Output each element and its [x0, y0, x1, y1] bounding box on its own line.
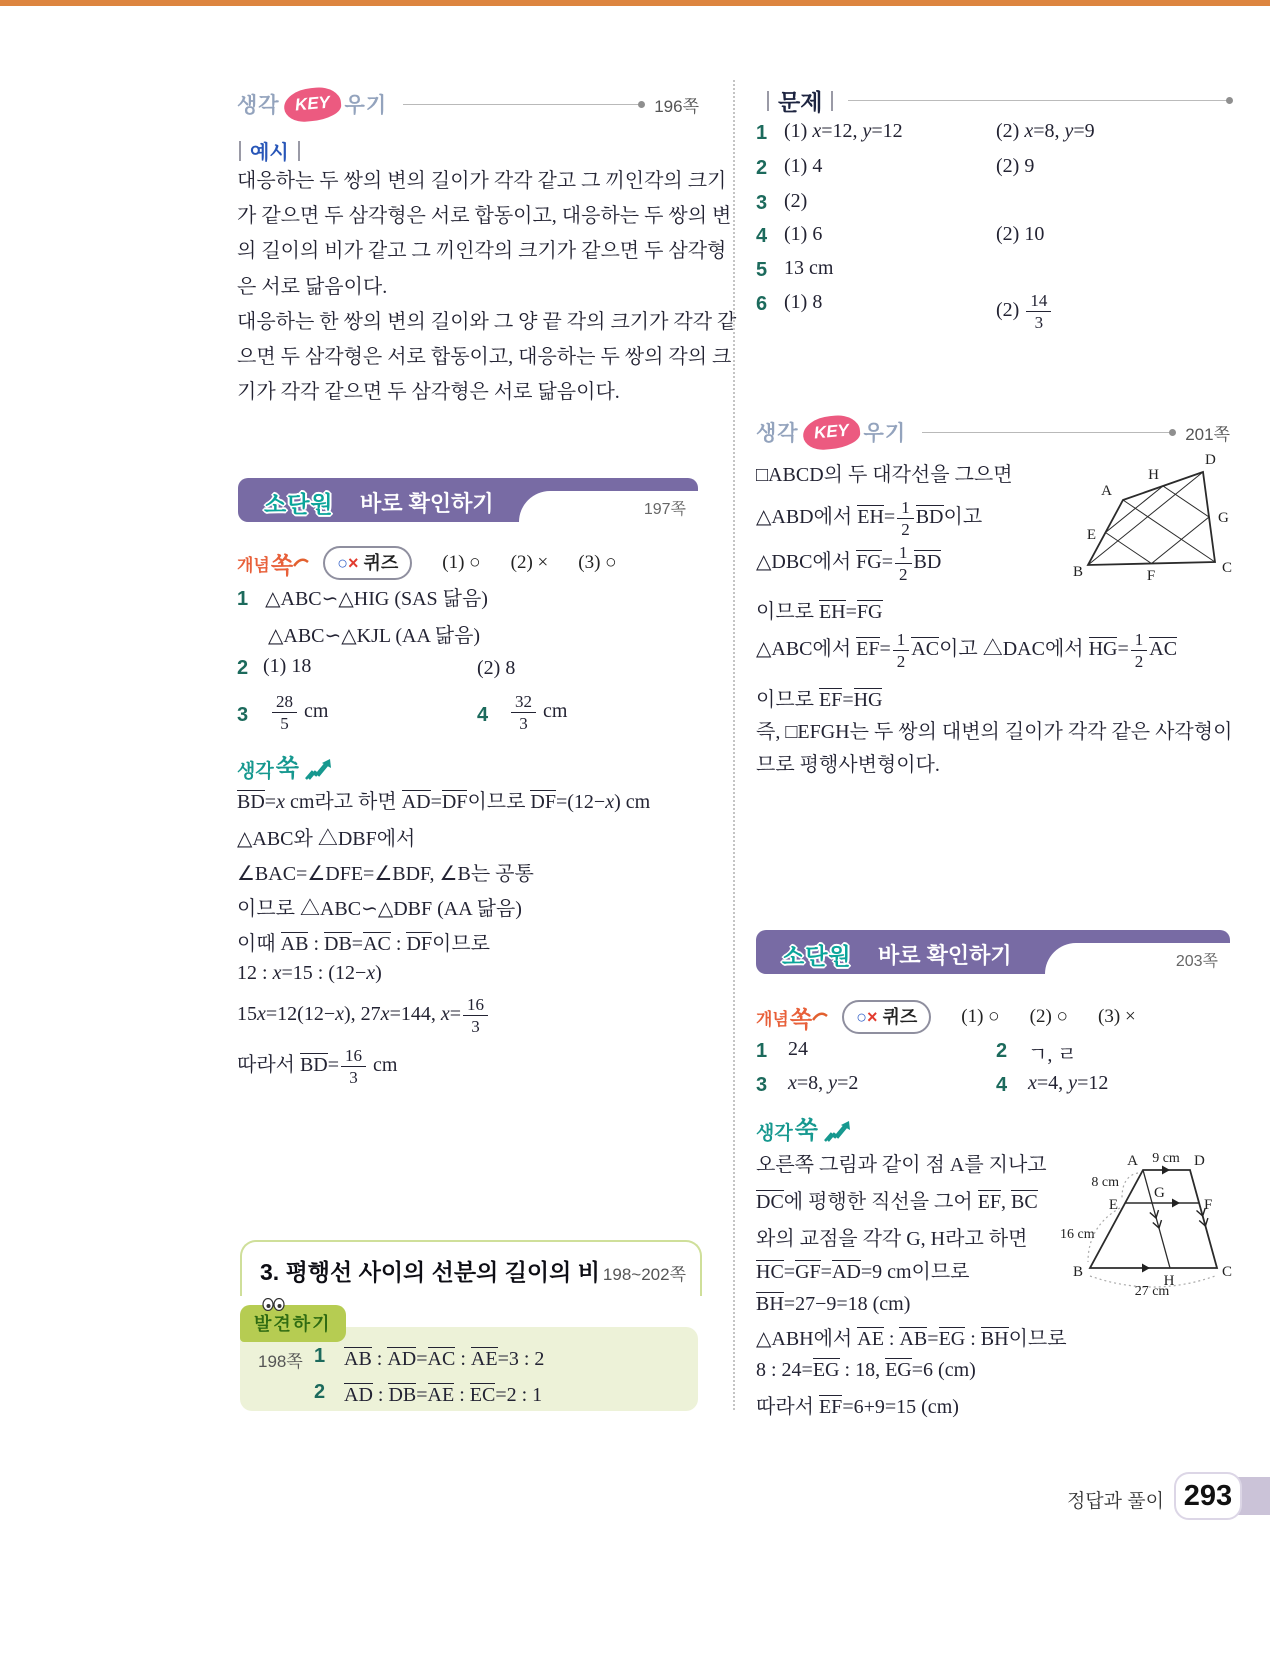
item-value: (1) 18 [263, 655, 312, 677]
trapezoid-diagram [1038, 1138, 1270, 1308]
midpoint-quad-efgh [1106, 486, 1210, 564]
eyes-icon [262, 1295, 286, 1316]
dimension-label: 16 cm [1060, 1227, 1095, 1242]
problem-answer-row [756, 291, 1232, 345]
think-key-post: 우기 [344, 94, 388, 117]
discover-label: 발견하기 [254, 1314, 332, 1334]
problems-label: 문제 [778, 89, 823, 115]
quiz-answer: (1) ○ [442, 552, 481, 573]
solution-line: 이므로 EF=HG [756, 689, 883, 711]
quiz-answer: (1) ○ [961, 1006, 1000, 1027]
solution-line: BH=27−9=18 (cm) [756, 1293, 911, 1315]
item-number: 6 [756, 293, 768, 315]
vertex-label: G [1218, 510, 1229, 526]
discover-badge [240, 1305, 346, 1342]
page-top-edge [0, 0, 1270, 6]
solution-line: 므로 평행사변형이다. [756, 754, 940, 776]
item-number: 1 [314, 1345, 326, 1367]
think-key-header-201 [756, 412, 1230, 452]
item-number: 2 [996, 1040, 1008, 1062]
header-rule [848, 100, 1232, 102]
example-paragraph [237, 164, 737, 410]
problems-header [758, 84, 1232, 117]
think-up-ssuk: 쑥 [275, 755, 299, 782]
item-number: 2 [314, 1381, 326, 1403]
item-value: AD : DB=AE : EC=2 : 1 [344, 1384, 543, 1406]
subunit-badge: 소단원 [782, 943, 852, 969]
solution-line: △DBC에서 FG= $\frac{1}{2}$ BD [756, 543, 942, 585]
think-key-pre: 생각 [237, 94, 280, 117]
solution-line: 이때 AB : DB=AC : DF이므로 [237, 933, 490, 955]
bar-icon [298, 141, 300, 161]
item-number: 3 [756, 192, 768, 214]
problem-answer-row [756, 155, 1232, 189]
dimension-label: 27 cm [1134, 1284, 1170, 1299]
discover-row [258, 1345, 544, 1372]
concept-label: 개념 [237, 555, 270, 575]
vertex-label: F [1146, 568, 1156, 584]
vertex-label: H [1163, 1273, 1175, 1289]
solution-line: 8 : 24=EG : 18, EG=6 (cm) [756, 1359, 976, 1381]
vertex-label: G [1154, 1185, 1165, 1201]
answer-b: (2) x=8, y=9 [996, 120, 1095, 142]
ox-quiz-pill [323, 546, 412, 580]
header-rule [922, 432, 1175, 433]
diagonal-ac [1123, 500, 1215, 562]
think-up-pre: 생각 [237, 761, 274, 782]
key-blob-icon: KEY [801, 413, 861, 451]
solution-line: 따라서 BD= $\frac{16}{3}$ cm [237, 1046, 398, 1088]
vertex-label: C [1222, 1264, 1233, 1280]
item-number: 4 [996, 1074, 1008, 1096]
subunit-title: 바로 확인하기 [360, 491, 494, 516]
item-number: 4 [756, 225, 768, 247]
solution-line: 즉, □EFGH는 두 쌍의 대변의 길이가 각각 같은 사각형이 [756, 721, 1233, 743]
answer-b: (2) 10 [996, 223, 1045, 245]
column-divider [733, 80, 735, 1410]
answer-b: (2) 9 [996, 155, 1035, 177]
concept-ssok-label: 쏙 [789, 1005, 813, 1032]
think-up-pre: 생각 [756, 1123, 793, 1144]
section-title: 3. 평행선 사이의 선분의 길이의 비 [260, 1259, 600, 1285]
solution-line: DC에 평행한 직선을 그어 EF, BC [756, 1191, 1038, 1213]
solution-line: 오른쪽 그림과 같이 점 A를 지나고 [756, 1154, 1047, 1176]
item-value: x=4, y=12 [1028, 1072, 1109, 1094]
problem-answer-row [756, 190, 1232, 224]
header-rule [403, 104, 644, 105]
problem-answer-row [756, 257, 1232, 291]
answer-a: 13 cm [784, 257, 834, 279]
spoon-icon [293, 558, 309, 568]
solution-line: 15x=12(12−x), 27x=144, x= $\frac{16}{3}$ [237, 995, 490, 1036]
subunit-title: 바로 확인하기 [878, 943, 1012, 968]
answer-item-cont [268, 619, 480, 648]
x-mark: × [866, 1007, 878, 1027]
think-up-label [237, 748, 333, 783]
vertex-label: C [1222, 560, 1233, 576]
vertex-label: B [1072, 564, 1083, 580]
bar-icon [239, 141, 241, 161]
item-value: AB : AD=AC : AE=3 : 2 [344, 1348, 545, 1370]
vertex-label: D [1194, 1153, 1205, 1169]
text-line: 기가 각각 같으면 두 삼각형은 서로 닮음이다. [237, 381, 620, 404]
text-line: 의 길이의 비가 같고 그 끼인각의 크기가 같으면 두 삼각형 [237, 240, 727, 263]
concept-label: 개념 [756, 1009, 789, 1029]
vertex-label: E [1086, 527, 1096, 543]
page-ref: 203쪽 [1175, 953, 1218, 970]
page-ref: 197쪽 [643, 501, 686, 518]
problem-answer-row [756, 223, 1232, 257]
x-mark: × [347, 553, 359, 573]
dimension-label: 8 cm [1091, 1175, 1119, 1190]
text-line: 대응하는 한 쌍의 변의 길이와 그 양 끝 각의 크기가 각각 같 [237, 310, 737, 333]
quiz-answer: (3) × [1098, 1006, 1136, 1027]
vertex-label: E [1108, 1197, 1118, 1213]
think-up-ssuk: 쑥 [794, 1117, 818, 1144]
solution-line: △ABH에서 AE : AB=EG : BH이므로 [756, 1328, 1067, 1350]
solution-line: △ABC와 △DBF에서 [237, 828, 416, 850]
discover-row [258, 1381, 542, 1407]
item-value: x=8, y=2 [788, 1072, 859, 1094]
item-number: 3 [756, 1074, 768, 1096]
key-blob-icon: KEY [282, 85, 342, 123]
solution-line: 이므로 △ABC∽△DBF (AA 닮음) [237, 898, 522, 920]
footer-label: 정답과 풀이 [1066, 1491, 1164, 1512]
vertex-label: A [1127, 1153, 1138, 1169]
solution-line: BD=x cm라고 하면 AD=DF이므로 DF=(12−x) cm [237, 791, 651, 813]
quiz-answer: (2) × [510, 552, 549, 573]
problem-answer-row [756, 120, 1232, 154]
solution-line: 12 : x=15 : (12−x) [237, 962, 382, 984]
answer-b: (2) $\frac{14}{3}$ [996, 291, 1053, 332]
text-line: 으면 두 삼각형은 서로 합동이고, 대응하는 두 쌍의 각의 크 [237, 345, 732, 368]
vertex-label: D [1205, 452, 1216, 468]
item-value: $\frac{32}{3}$ cm [509, 692, 567, 733]
vertex-label: F [1204, 1197, 1213, 1213]
quiz-answer: (3) ○ [578, 552, 617, 573]
item-value: △ABC∽△KJL (AA 닮음) [268, 625, 481, 647]
item-number: 5 [756, 259, 768, 281]
item-number: 1 [756, 122, 768, 144]
concept-ssok-label: 쏙 [270, 551, 294, 578]
text-line: 가 같으면 두 삼각형은 서로 합동이고, 대응하는 두 쌍의 변 [237, 205, 732, 228]
answer-a: (1) 6 [784, 223, 823, 245]
answer-a: (1) x=12, y=12 [784, 120, 903, 142]
arrow-ef [1172, 1199, 1180, 1208]
item-number: 3 [237, 704, 249, 726]
spoon-icon [812, 1012, 828, 1022]
think-key-header-196 [237, 84, 699, 124]
answer-item [237, 582, 488, 611]
vertex-label: B [1072, 1264, 1083, 1280]
solution-line: 와의 교점을 각각 G, H라고 하면 [756, 1228, 1028, 1250]
think-up-label [756, 1110, 852, 1145]
subunit-banner-197 [238, 478, 698, 522]
example-label: 예시 [250, 142, 289, 164]
o-mark: ○ [856, 1007, 867, 1027]
answer-a: (1) 4 [784, 155, 823, 177]
think-key-post: 우기 [863, 422, 907, 445]
quiz-label: 퀴즈 [363, 553, 399, 573]
item-number: 1 [756, 1040, 768, 1062]
example-header [230, 136, 309, 165]
growth-arrow-icon [303, 757, 333, 783]
arrow-bc [1142, 1264, 1150, 1273]
o-mark: ○ [337, 553, 348, 573]
item-value: 24 [788, 1038, 808, 1060]
subunit-banner-203 [756, 930, 1230, 974]
ox-quiz-row [237, 546, 699, 580]
text-line: 대응하는 두 쌍의 변의 길이가 각각 같고 그 끼인각의 크기 [237, 170, 727, 192]
footer-page-number: 293 [1174, 1472, 1242, 1520]
ox-quiz-row [756, 1000, 1230, 1034]
text-line: 은 서로 닮음이다. [237, 275, 388, 298]
dimension-label: 9 cm [1152, 1151, 1180, 1166]
item-number: 1 [237, 588, 249, 610]
item-value: (2) 8 [477, 657, 516, 679]
solution-line: 따라서 EF=6+9=15 (cm) [756, 1396, 959, 1418]
quiz-answer: (2) ○ [1029, 1006, 1069, 1027]
vertex-label: H [1148, 467, 1159, 483]
solution-line: △ABD에서 EH= $\frac{1}{2}$ BD이고 [756, 498, 983, 540]
item-value: △ABC∽△HIG (SAS 닮음) [265, 588, 488, 610]
page-ref [258, 1381, 314, 1383]
solution-line: 이므로 EH=FG [756, 601, 883, 623]
quiz-label: 퀴즈 [882, 1007, 918, 1027]
item-number: 4 [477, 704, 489, 726]
page-ref: 201쪽 [1185, 424, 1230, 444]
solution-line: HC=GF=AD=9 cm이므로 [756, 1261, 970, 1283]
bar-icon [767, 91, 769, 111]
item-value: ㄱ, ㄹ [1028, 1044, 1077, 1066]
arrow-ad [1162, 1166, 1170, 1175]
quadrilateral-diagram [1055, 448, 1260, 588]
page-ref: 198~202쪽 [602, 1265, 686, 1284]
think-key-pre: 생각 [756, 422, 799, 445]
subunit-badge: 소단원 [264, 491, 334, 517]
page-ref: 198쪽 [258, 1352, 303, 1371]
answer-a: (2) [784, 190, 808, 212]
item-number: 2 [756, 157, 768, 179]
item-value: $\frac{28}{5}$ cm [270, 692, 328, 733]
growth-arrow-icon [822, 1119, 852, 1145]
page-ref: 196쪽 [654, 96, 699, 116]
answer-a: (1) 8 [784, 291, 823, 313]
bar-icon [831, 91, 833, 111]
solution-line: ∠BAC=∠DFE=∠BDF, ∠B는 공통 [237, 863, 534, 885]
ox-quiz-pill [842, 1000, 931, 1034]
item-number: 2 [237, 657, 249, 679]
section-3-box [240, 1240, 702, 1296]
solution-line: △ABC에서 EF= $\frac{1}{2}$ AC이고 △DAC에서 HG= $\frac{1}{2}$ AC [756, 630, 1178, 672]
vertex-label: A [1101, 483, 1112, 499]
solution-line: □ABCD의 두 대각선을 그으면 [756, 464, 1013, 486]
